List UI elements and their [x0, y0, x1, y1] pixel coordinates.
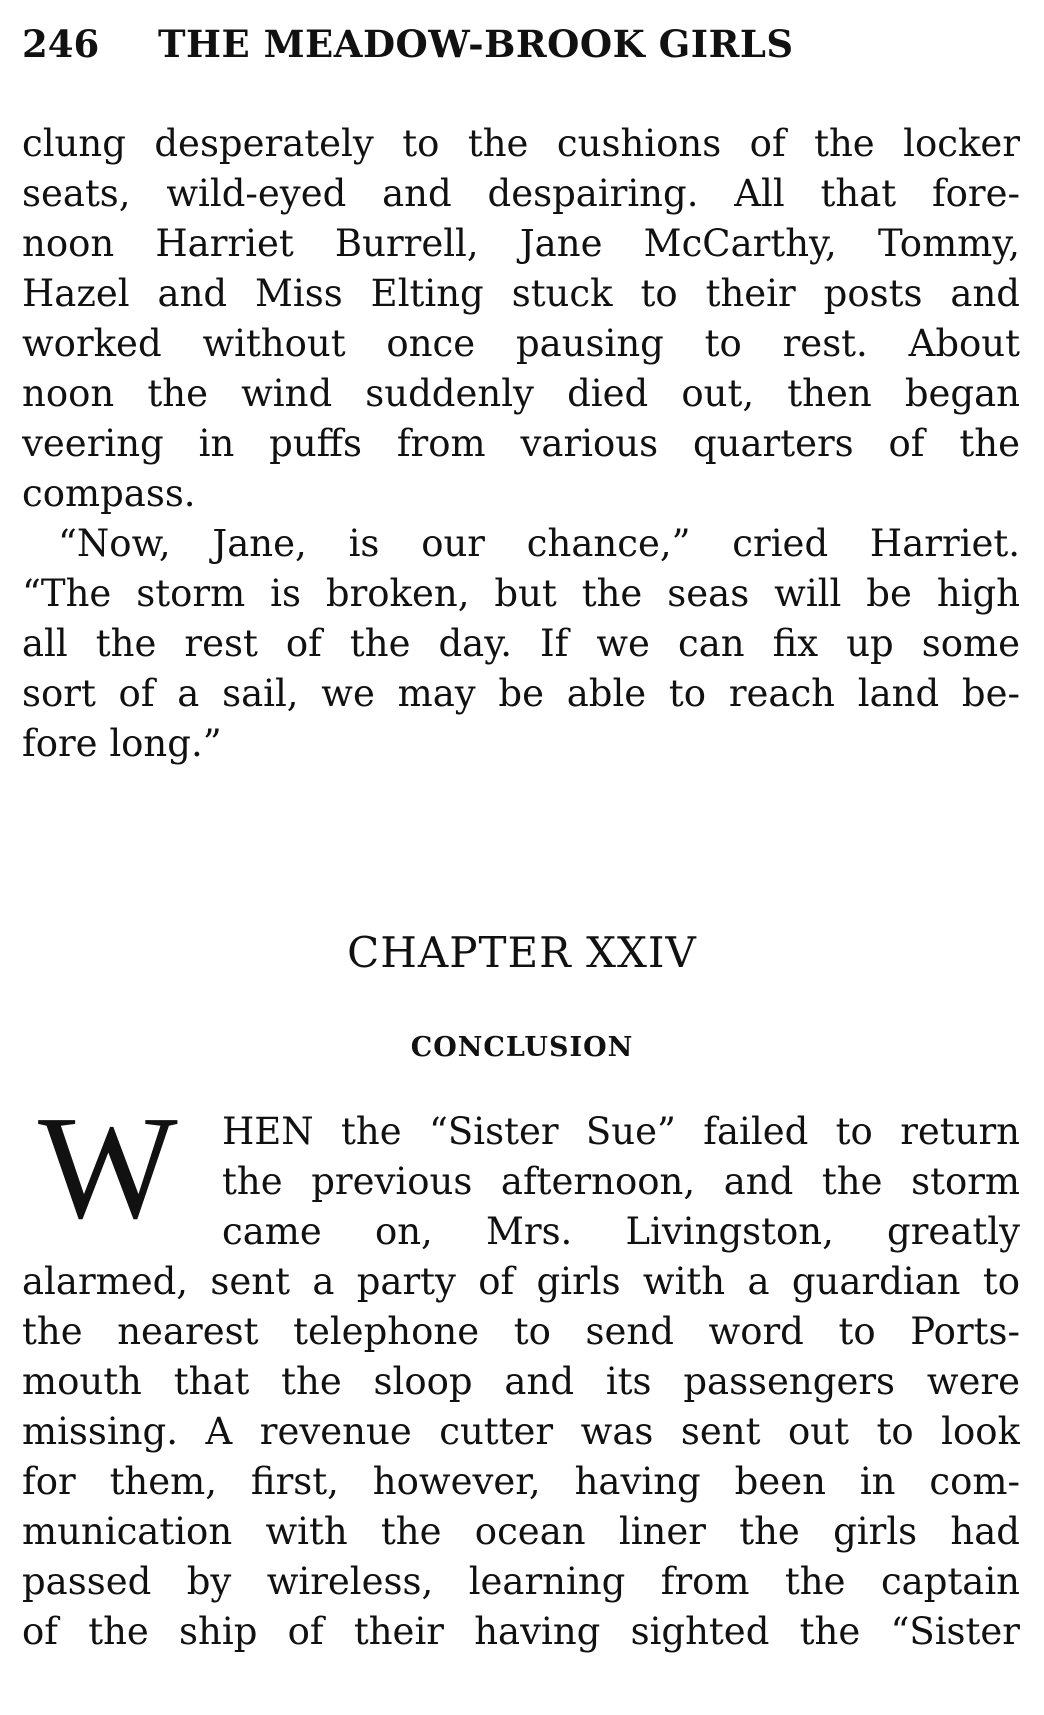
- text-line: of the ship of their having sighted the “Sister: [22, 1610, 1020, 1653]
- text-line: munication with the ocean liner the girls had: [22, 1510, 1020, 1553]
- text-line: compass.: [22, 472, 196, 515]
- text-line: for them, first, however, having been in com-: [22, 1460, 1020, 1503]
- text-line: sort of a sail, we may be able to reach land be-: [22, 672, 1020, 715]
- chapter-title: CHAPTER XXIV: [347, 928, 697, 977]
- text-line: fore long.”: [22, 722, 222, 765]
- text-line: Hazel and Miss Elting stuck to their posts and: [22, 272, 1020, 315]
- page-number: 246: [22, 22, 100, 66]
- text-line: the previous afternoon, and the storm: [222, 1160, 1020, 1203]
- text-line: noon Harriet Burrell, Jane McCarthy, Tommy,: [22, 222, 1020, 265]
- text-line: clung desperately to the cushions of the locker: [22, 122, 1020, 165]
- text-line: worked without once pausing to rest. About: [22, 322, 1020, 365]
- text-line: came on, Mrs. Livingston, greatly: [222, 1210, 1020, 1253]
- drop-cap: W: [38, 1086, 178, 1250]
- text-line: missing. A revenue cutter was sent out to look: [22, 1410, 1020, 1453]
- text-line: seats, wild-eyed and despairing. All that fore-: [22, 172, 1020, 215]
- text-line: the nearest telephone to send word to Ports-: [22, 1310, 1020, 1353]
- text-line: veering in puffs from various quarters of the: [22, 422, 1020, 465]
- text-line: “The storm is broken, but the seas will be high: [22, 572, 1020, 615]
- text-line: all the rest of the day. If we can fix up some: [22, 622, 1020, 665]
- text-line: passed by wireless, learning from the captain: [22, 1560, 1020, 1603]
- text-line: “Now, Jane, is our chance,” cried Harriet.: [58, 522, 1020, 565]
- running-title: THE MEADOW-BROOK GIRLS: [158, 22, 794, 66]
- text-line: HEN the “Sister Sue” failed to return: [222, 1110, 1020, 1153]
- text-line: alarmed, sent a party of girls with a guardian to: [22, 1260, 1020, 1303]
- text-line: noon the wind suddenly died out, then began: [22, 372, 1020, 415]
- chapter-subtitle: CONCLUSION: [410, 1032, 634, 1063]
- page-header: [22, 14, 902, 74]
- text-line: mouth that the sloop and its passengers were: [22, 1360, 1020, 1403]
